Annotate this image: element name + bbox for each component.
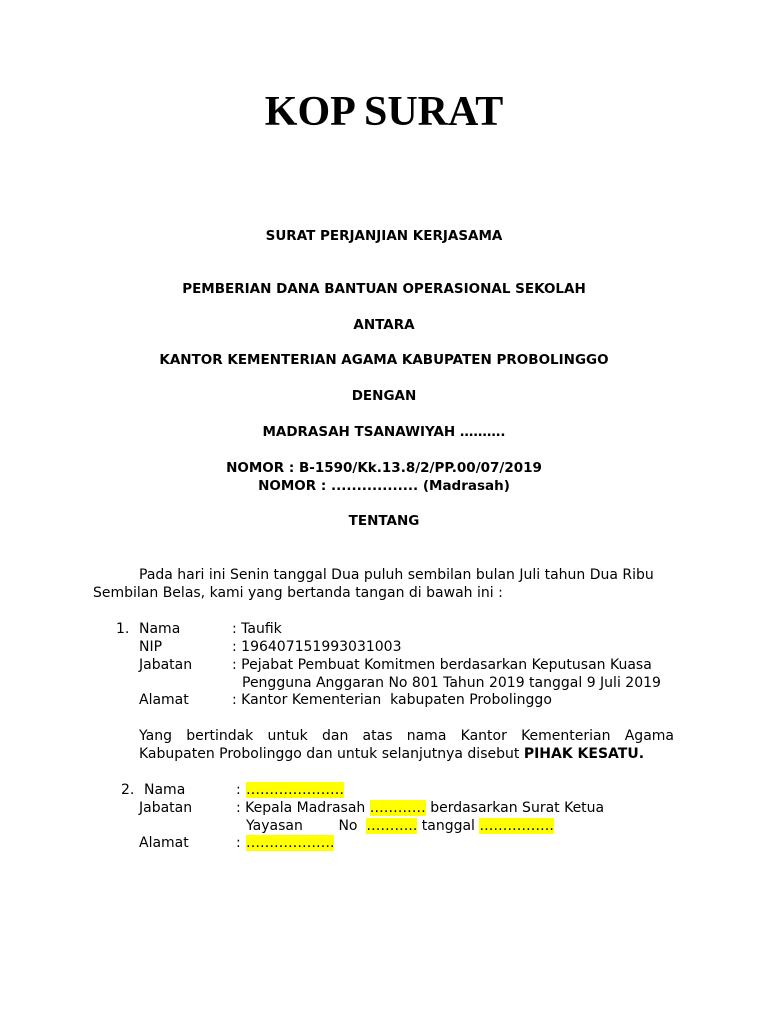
party2-jabatan-line-2 [246, 817, 554, 835]
party-second-line: MADRASAH TSANAWIYAH ………. [262, 424, 506, 440]
party2-yayasan-label: Yayasan [246, 818, 303, 834]
party2-name-label: Nama [144, 782, 186, 798]
party2-alamat-colon: : [236, 835, 241, 851]
party1-nip-value: : 196407151993031003 [232, 639, 402, 655]
intro-line-1: Pada hari ini Senin tanggal Dua puluh sembilan bulan Juli tahun Dua Ribu [139, 567, 654, 583]
subject-line: PEMBERIAN DANA BANTUAN OPERASIONAL SEKOLAH [182, 281, 586, 297]
tentang-line: TENTANG [348, 513, 420, 529]
party1-name-label: Nama [139, 621, 181, 637]
party1-name-value: : Taufik [232, 621, 282, 637]
party2-alamat-blank[interactable] [246, 834, 334, 852]
party2-alamat-label: Alamat [139, 835, 189, 851]
party2-tanggal-label: tanggal [421, 818, 475, 834]
letterhead-title: KOP SURAT [264, 89, 504, 135]
party2-jabatan-label: Jabatan [139, 800, 193, 816]
party1-alamat-label: Alamat [139, 692, 189, 708]
party2-alamat-field[interactable]: ………………. [246, 835, 335, 851]
party2-no-label: No [338, 818, 358, 834]
party1-jabatan-label: Jabatan [139, 657, 193, 673]
party1-statement [139, 727, 674, 763]
party1-nip-label: NIP [139, 639, 163, 655]
party2-name-field[interactable]: ………………… [246, 782, 344, 798]
party2-tanggal-field[interactable]: ……………. [479, 818, 554, 834]
party2-jabatan-mid: berdasarkan Surat Ketua [430, 800, 605, 816]
party1-pihak-label: PIHAK KESATU. [523, 746, 645, 762]
party2-name-colon: : [236, 782, 241, 798]
document-title: SURAT PERJANJIAN KERJASAMA [265, 228, 503, 244]
dengan-line: DENGAN [351, 388, 417, 404]
party-first-line: KANTOR KEMENTERIAN AGAMA KABUPATEN PROBOLINGGO [159, 352, 609, 368]
party1-number: 1. [116, 621, 130, 637]
party2-no-field[interactable]: ……….. [366, 818, 418, 834]
party1-alamat-value: : Kantor Kementerian kabupaten Probolinggo [232, 692, 552, 708]
party2-jabatan-prefix: : Kepala Madrasah [236, 800, 366, 816]
party1-statement-text: Yang bertindak untuk dan atas nama Kantor Kementerian Agama Kabupaten Probolinggo dan untuk selanjutnya disebut [139, 728, 674, 762]
party2-madrasah-field[interactable]: ………… [369, 800, 426, 816]
antara-line: ANTARA [353, 317, 415, 333]
party1-jabatan-value-1: : Pejabat Pembuat Komitmen berdasarkan Keputusan Kuasa [232, 657, 652, 673]
party2-name-blank[interactable] [246, 781, 344, 799]
party1-jabatan-value-2: Pengguna Anggaran No 801 Tahun 2019 tanggal 9 Juli 2019 [242, 675, 661, 691]
party2-jabatan-line-1 [236, 799, 604, 817]
number-line-1: NOMOR : B-1590/Kk.13.8/2/PP.00/07/2019 [226, 460, 542, 476]
party2-number: 2. [121, 782, 135, 798]
intro-line-2: Sembilan Belas, kami yang bertanda tangan di bawah ini : [93, 585, 503, 601]
number-line-2: NOMOR : ................. (Madrasah) [258, 478, 510, 494]
